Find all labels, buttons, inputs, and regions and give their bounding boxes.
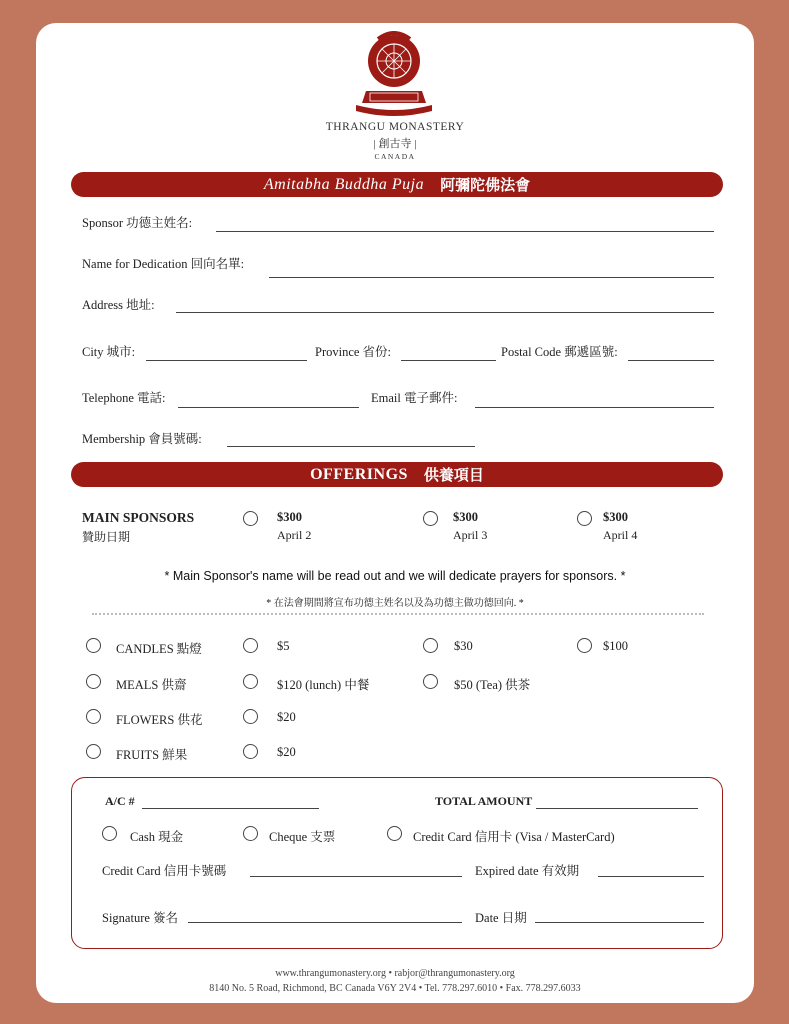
dotted-divider xyxy=(92,613,704,615)
main-sponsor-amount: $300 xyxy=(453,510,478,524)
telephone-field[interactable] xyxy=(178,407,359,408)
address-label: Address 地址: xyxy=(82,298,155,312)
title-banner xyxy=(71,172,723,197)
footer-address: 8140 No. 5 Road, Richmond, BC Canada V6Y 2V4 • Tel. 778.297.6010 • Fax. 778.297.6033 xyxy=(209,983,581,994)
flowers-radio[interactable] xyxy=(86,709,101,724)
main-sponsors-label: MAIN SPONSORS xyxy=(82,510,195,525)
offerings-banner xyxy=(71,462,723,487)
sponsor-label: Sponsor 功德主姓名: xyxy=(82,216,193,230)
signature-label: Signature 簽名 xyxy=(102,911,179,925)
card-number-label: Credit Card 信用卡號碼 xyxy=(102,864,227,878)
expired-date-field[interactable] xyxy=(598,876,704,877)
form-title-chinese: 阿彌陀佛法會 xyxy=(440,178,531,194)
fruits-20-radio[interactable] xyxy=(243,744,258,759)
dedication-field[interactable] xyxy=(269,277,714,278)
flowers-label: FLOWERS 供花 xyxy=(116,713,203,727)
flowers-20-radio[interactable] xyxy=(243,709,258,724)
main-sponsor-date: April 4 xyxy=(603,528,638,542)
monastery-logo-icon xyxy=(352,31,436,123)
postal-code-field[interactable] xyxy=(628,360,714,361)
total-amount-label: TOTAL AMOUNT xyxy=(435,794,533,808)
expired-date-label: Expired date 有效期 xyxy=(475,864,580,878)
sponsor-note-chinese: * 在法會期間將宣布功德主姓名以及為功德主做功德回向. * xyxy=(266,598,524,609)
flowers-20-label: $20 xyxy=(277,710,296,724)
city-label: City 城市: xyxy=(82,345,136,359)
candles-100-label: $100 xyxy=(603,639,628,653)
email-label: Email 電子郵件: xyxy=(371,391,458,405)
membership-field[interactable] xyxy=(227,446,475,447)
main-sponsor-april4-radio[interactable] xyxy=(577,511,592,526)
main-sponsor-date: April 2 xyxy=(277,528,312,542)
candles-30-radio[interactable] xyxy=(423,638,438,653)
candles-5-radio[interactable] xyxy=(243,638,258,653)
main-sponsor-date: April 3 xyxy=(453,528,488,542)
ac-label: A/C # xyxy=(105,794,135,808)
candles-100-radio[interactable] xyxy=(577,638,592,653)
main-sponsor-april2-radio[interactable] xyxy=(243,511,258,526)
cash-label: Cash 現金 xyxy=(130,830,184,844)
main-sponsor-amount: $300 xyxy=(277,510,302,524)
membership-label: Membership 會員號碼: xyxy=(82,432,202,446)
candles-5-label: $5 xyxy=(277,639,290,653)
sponsor-field[interactable] xyxy=(216,231,714,232)
total-amount-field[interactable] xyxy=(536,808,698,809)
candles-radio[interactable] xyxy=(86,638,101,653)
fruits-20-label: $20 xyxy=(277,745,296,759)
cheque-label: Cheque 支票 xyxy=(269,830,336,844)
meals-radio[interactable] xyxy=(86,674,101,689)
offerings-title-chinese: 供養項目 xyxy=(423,468,484,484)
fruits-label: FRUITS 鮮果 xyxy=(116,748,188,762)
city-field[interactable] xyxy=(146,360,307,361)
meals-tea-label: $50 (Tea) 供茶 xyxy=(454,678,531,692)
org-name: THRANGU MONASTERY xyxy=(325,121,465,133)
postal-code-label: Postal Code 郵遞區號: xyxy=(501,345,618,359)
province-field[interactable] xyxy=(401,360,496,361)
credit-card-radio[interactable] xyxy=(387,826,402,841)
date-label: Date 日期 xyxy=(475,911,527,925)
telephone-label: Telephone 電話: xyxy=(82,391,166,405)
main-sponsor-april3-radio[interactable] xyxy=(423,511,438,526)
credit-card-label: Credit Card 信用卡 (Visa / MasterCard) xyxy=(413,830,615,844)
email-field[interactable] xyxy=(475,407,714,408)
meals-lunch-radio[interactable] xyxy=(243,674,258,689)
org-country: CANADA xyxy=(374,152,416,161)
date-field[interactable] xyxy=(535,922,704,923)
form-title: Amitabha Buddha Puja xyxy=(263,175,425,193)
sponsor-note: * Main Sponsor's name will be read out and we will dedicate prayers for sponsors. * xyxy=(164,569,626,583)
form-page xyxy=(36,23,754,1003)
dedication-label: Name for Dedication 回向名單: xyxy=(82,257,245,271)
org-name-chinese: | 創古寺 | xyxy=(373,138,417,150)
signature-field[interactable] xyxy=(188,922,462,923)
address-field[interactable] xyxy=(176,312,714,313)
card-number-field[interactable] xyxy=(250,876,462,877)
meals-tea-radio[interactable] xyxy=(423,674,438,689)
cheque-radio[interactable] xyxy=(243,826,258,841)
meals-lunch-label: $120 (lunch) 中餐 xyxy=(277,678,370,692)
ac-field[interactable] xyxy=(142,808,319,809)
main-sponsor-amount: $300 xyxy=(603,510,628,524)
province-label: Province 省份: xyxy=(315,345,392,359)
main-sponsors-label-chinese: 贊助日期 xyxy=(82,530,131,544)
fruits-radio[interactable] xyxy=(86,744,101,759)
candles-label: CANDLES 點燈 xyxy=(116,642,202,656)
meals-label: MEALS 供齋 xyxy=(116,678,187,692)
cash-radio[interactable] xyxy=(102,826,117,841)
footer-contact: www.thrangumonastery.org • rabjor@thrangumonastery.org xyxy=(275,968,515,979)
offerings-title: OFFERINGS xyxy=(310,465,408,483)
candles-30-label: $30 xyxy=(454,639,473,653)
